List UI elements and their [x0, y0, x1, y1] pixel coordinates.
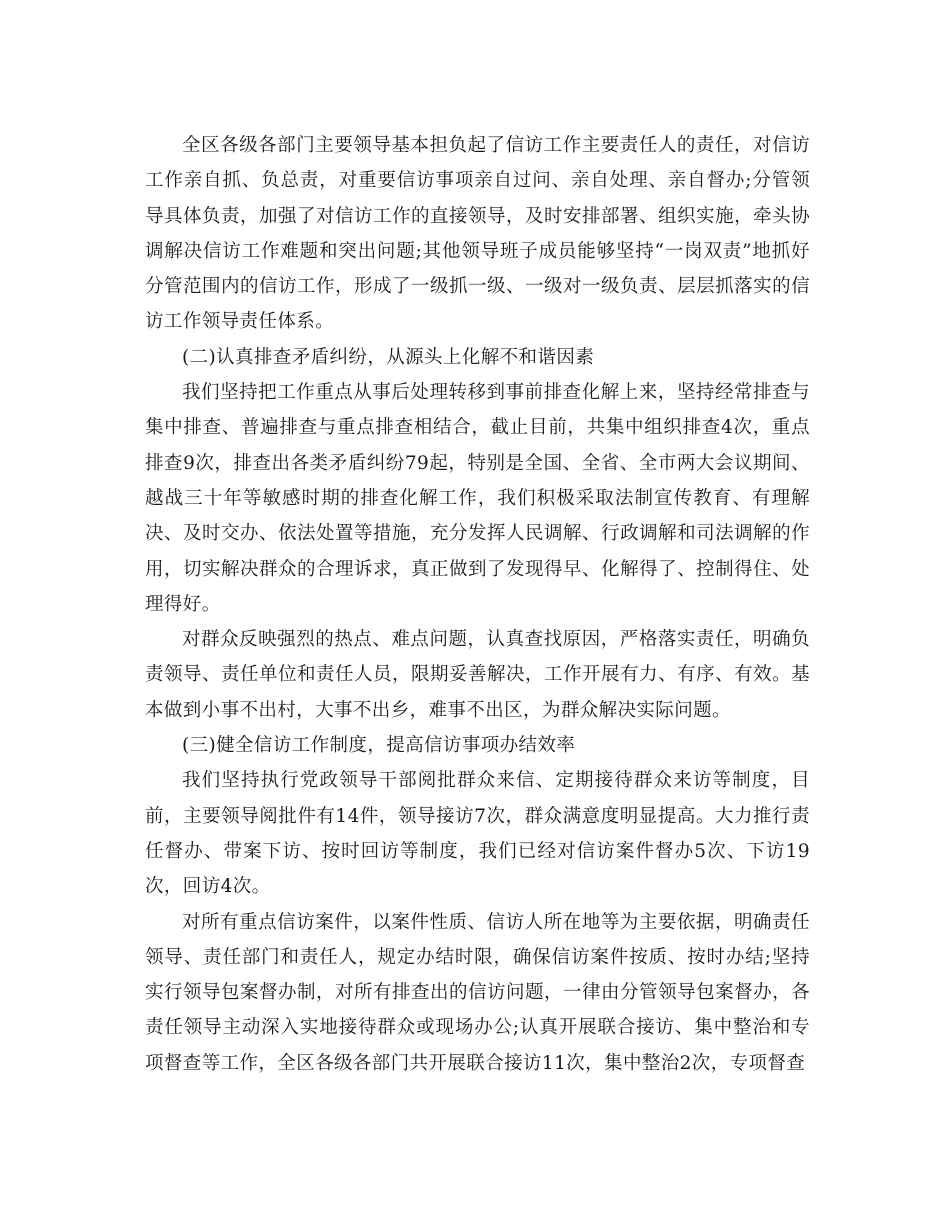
paragraph-hot-issues: 对群众反映强烈的热点、难点问题，认真查找原因，严格落实责任，明确负责领导、责任单位和责任人员，限期妥善解决，工作开展有力、有序、有效。基本做到小事不出村，大事不出乡，难事不出区，为群众解决实际问题。	[145, 629, 810, 721]
section-heading-3: (三)健全信访工作制度，提高信访事项办结效率	[182, 735, 576, 757]
paragraph-petition-system: 我们坚持执行党政领导干部阅批群众来信、定期接待群众来访等制度，目前，主要领导阅批件有14件，领导接访7次，群众满意度明显提高。大力推行责任督办、带案下访、按时回访等制度，我们已经对信访案件督办5次、下访19次，回访4次。	[145, 770, 810, 898]
paragraph-dispute-screening: 我们坚持把工作重点从事后处理转移到事前排查化解上来，坚持经常排查与集中排查、普遍排查与重点排查相结合，截止目前，共集中组织排查4次，重点排查9次，排查出各类矛盾纠纷79起，特别是全国、全省、全市两大会议期间、越战三十年等敏感时期的排查化解工作，我们积极采取法制宣传教育、有理解决、及时交办、依法处置等措施，充分发挥人民调解、行政调解和司法调解的作用，切实解决群众的合理诉求，真正做到了发现得早、化解得了、控制得住、处理得好。	[145, 382, 810, 615]
section-heading-2: (二)认真排查矛盾纠纷，从源头上化解不和谐因素	[182, 346, 595, 368]
document-body	[145, 128, 810, 1081]
paragraph-key-cases: 对所有重点信访案件，以案件性质、信访人所在地等为主要依据，明确责任领导、责任部门和责任人，规定办结时限，确保信访案件按质、按时办结;坚持实行领导包案督办制，对所有排查出的信访问题，一律由分管领导包案督办，各责任领导主动深入实地接待群众或现场办公;认真开展联合接访、集中整治和专项督查等工作，全区各级各部门共开展联合接访11次，集中整治2次，专项督查	[145, 911, 810, 1074]
paragraph-leadership-responsibility: 全区各级各部门主要领导基本担负起了信访工作主要责任人的责任，对信访工作亲自抓、负总责，对重要信访事项亲自过问、亲自处理、亲自督办;分管领导具体负责，加强了对信访工作的直接领导，及时安排部署、组织实施，牵头协调解决信访工作难题和突出问题;其他领导班子成员能够坚持“一岗双责”地抓好分管范围内的信访工作，形成了一级抓一级、一级对一级负责、层层抓落实的信访工作领导责任体系。	[145, 135, 810, 333]
